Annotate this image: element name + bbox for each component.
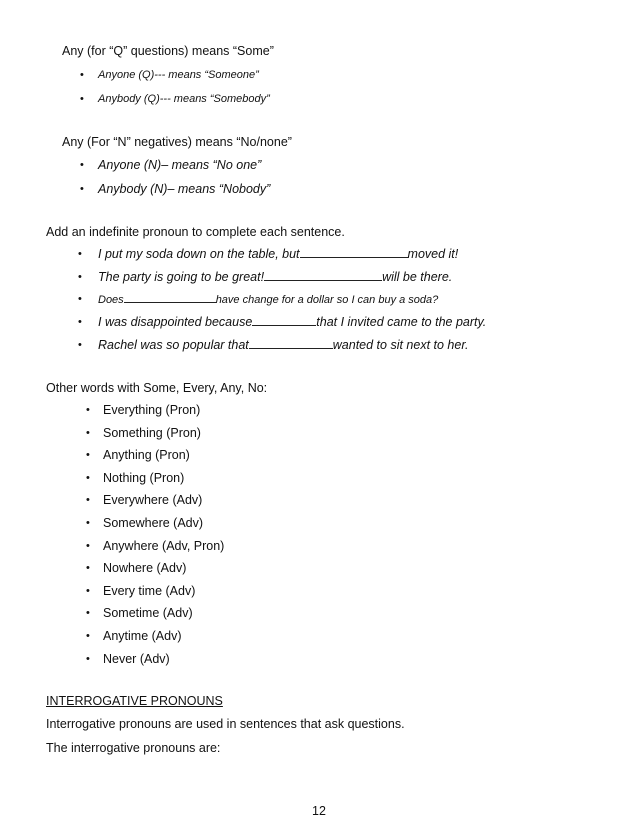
other-word-item: Nowhere (Adv) bbox=[103, 561, 187, 575]
no-section-header: Any (For “N” negatives) means “No/none” bbox=[62, 135, 292, 149]
bullet: • bbox=[80, 183, 84, 195]
interrogative-list-intro: The interrogative pronouns are: bbox=[46, 741, 221, 755]
some-section-header: Any (for “Q” questions) means “Some” bbox=[62, 44, 274, 58]
bullet: • bbox=[86, 472, 90, 484]
exercise-sentence-2 bbox=[98, 269, 452, 285]
bullet: • bbox=[86, 585, 90, 597]
exercise-sentence-1 bbox=[98, 246, 458, 262]
bullet: • bbox=[78, 248, 82, 260]
sentence-text-after: that I invited came to the party. bbox=[316, 315, 487, 329]
other-word-item: Anytime (Adv) bbox=[103, 629, 182, 643]
other-words-header: Other words with Some, Every, Any, No: bbox=[46, 381, 268, 395]
sentence-text-before: Rachel was so popular that bbox=[98, 338, 249, 352]
other-word-item: Something (Pron) bbox=[103, 426, 201, 440]
bullet: • bbox=[78, 339, 82, 351]
sentence-text-after: moved it! bbox=[407, 247, 459, 261]
bullet: • bbox=[86, 517, 90, 529]
other-word-item: Every time (Adv) bbox=[103, 584, 196, 598]
interrogative-description: Interrogative pronouns are used in sentences that ask questions. bbox=[46, 717, 405, 731]
bullet: • bbox=[80, 159, 84, 171]
bullet: • bbox=[86, 607, 90, 619]
other-word-item: Everywhere (Adv) bbox=[103, 493, 203, 507]
other-word-item: Everything (Pron) bbox=[103, 403, 201, 417]
other-word-item: Nothing (Pron) bbox=[103, 471, 185, 485]
bullet: • bbox=[78, 293, 82, 305]
answer-blank[interactable] bbox=[249, 337, 333, 349]
bullet: • bbox=[78, 271, 82, 283]
answer-blank[interactable] bbox=[264, 269, 382, 281]
exercise-sentence-5 bbox=[98, 337, 469, 353]
sentence-text-before: I put my soda down on the table, but bbox=[98, 247, 300, 261]
bullet: • bbox=[80, 93, 84, 105]
some-item-anyone: Anyone (Q)--- means “Someone” bbox=[98, 69, 259, 81]
sentence-text-after: have change for a dollar so I can buy a soda? bbox=[215, 294, 439, 306]
sentence-text-before: The party is going to be great! bbox=[98, 270, 265, 284]
interrogative-heading: INTERROGATIVE PRONOUNS bbox=[46, 694, 223, 708]
sentence-text-after: wanted to sit next to her. bbox=[332, 338, 469, 352]
exercise-instruction: Add an indefinite pronoun to complete each sentence. bbox=[46, 225, 345, 239]
page-number: 12 bbox=[312, 804, 326, 818]
bullet: • bbox=[86, 404, 90, 416]
bullet: • bbox=[86, 494, 90, 506]
bullet: • bbox=[86, 653, 90, 665]
bullet: • bbox=[86, 562, 90, 574]
no-item-anybody: Anybody (N)– means “Nobody” bbox=[98, 182, 271, 196]
other-word-item: Anywhere (Adv, Pron) bbox=[103, 539, 225, 553]
other-word-item: Sometime (Adv) bbox=[103, 606, 193, 620]
bullet: • bbox=[86, 540, 90, 552]
other-word-item: Anything (Pron) bbox=[103, 448, 190, 462]
exercise-sentence-4 bbox=[98, 314, 486, 330]
answer-blank[interactable] bbox=[300, 246, 408, 258]
no-item-anyone: Anyone (N)– means “No one” bbox=[98, 158, 262, 172]
answer-blank[interactable] bbox=[124, 291, 216, 303]
sentence-text-before: I was disappointed because bbox=[98, 315, 253, 329]
exercise-sentence-3 bbox=[98, 291, 438, 308]
other-word-item: Somewhere (Adv) bbox=[103, 516, 204, 530]
sentence-text-before: Does bbox=[98, 294, 124, 306]
bullet: • bbox=[78, 316, 82, 328]
bullet: • bbox=[86, 630, 90, 642]
other-word-item: Never (Adv) bbox=[103, 652, 170, 666]
some-item-anybody: Anybody (Q)--- means “Somebody” bbox=[98, 93, 270, 105]
sentence-text-after: will be there. bbox=[382, 270, 453, 284]
bullet: • bbox=[86, 449, 90, 461]
answer-blank[interactable] bbox=[252, 314, 316, 326]
bullet: • bbox=[80, 69, 84, 81]
bullet: • bbox=[86, 427, 90, 439]
